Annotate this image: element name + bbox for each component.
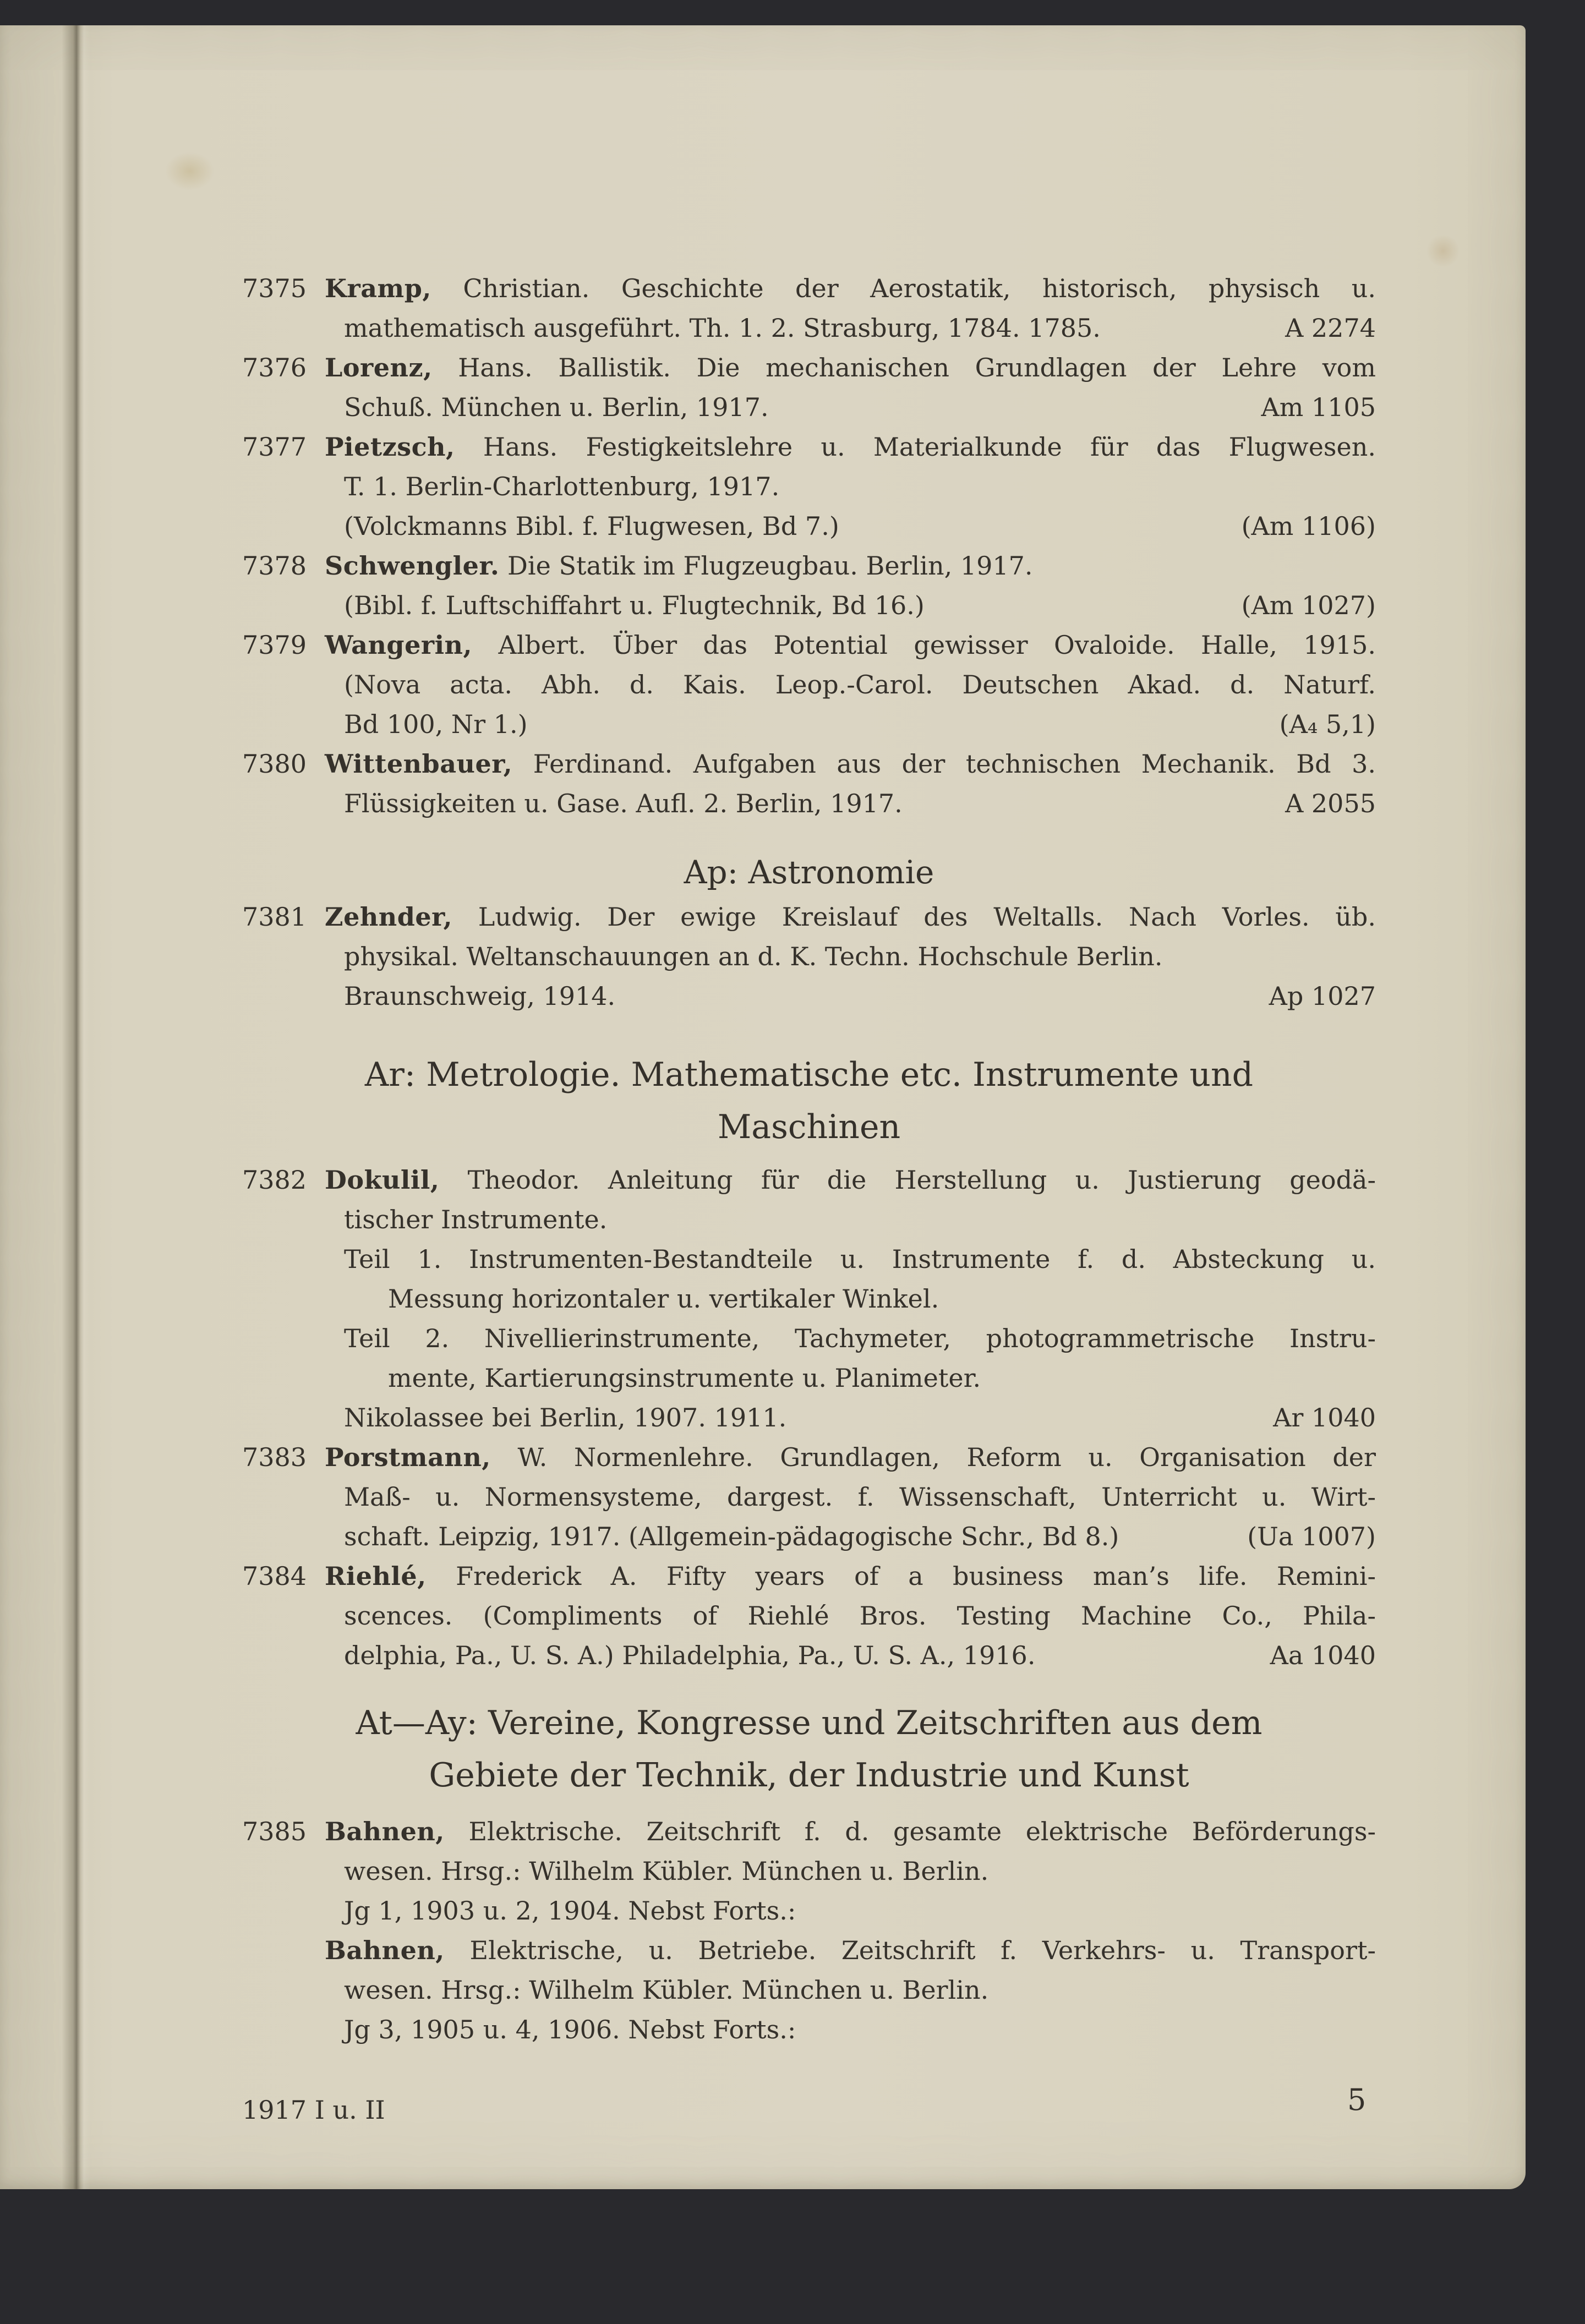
entry-text: Braunschweig, 1914. <box>344 981 616 1011</box>
entry-text: W. Normenlehre. Grundlagen, Reform u. Organisation der <box>490 1442 1376 1472</box>
shelfmark: Ar 1040 <box>1273 1403 1376 1432</box>
shelfmark: Ap 1027 <box>1269 981 1376 1011</box>
entry-line <box>242 1358 1376 1398</box>
catalog-entry <box>242 1160 1376 1437</box>
shelfmark: (Am 1027) <box>1241 590 1376 620</box>
entry-text: mathematisch ausgeführt. Th. 1. 2. Strasburg, 1784. 1785. <box>344 313 1101 343</box>
author-name: Wittenbauer, <box>325 749 513 779</box>
entry-text: Frederick A. Fifty years of a business man’s life. Remini- <box>426 1561 1376 1591</box>
entry-text: T. 1. Berlin-Charlottenburg, 1917. <box>344 472 780 501</box>
entry-number: 7376 <box>242 353 307 382</box>
catalog-entry <box>242 1812 1376 2049</box>
entry-text: tischer Instrumente. <box>344 1205 608 1234</box>
entry-line <box>242 506 1376 546</box>
catalog-entry <box>242 427 1376 546</box>
entry-line <box>242 1319 1376 1358</box>
entry-text: Teil 2. Nivellierinstrumente, Tachymeter, photogrammetrische Instru- <box>344 1324 1376 1353</box>
entry-line <box>242 1891 1376 1931</box>
entry-text: Messung horizontaler u. vertikaler Winkel. <box>388 1284 939 1314</box>
catalog-entry <box>242 625 1376 744</box>
entry-line <box>242 1279 1376 1319</box>
stacked-sheet-edges <box>297 18 1487 25</box>
entry-text: Hans. Ballistik. Die mechanischen Grundlagen der Lehre vom <box>432 353 1376 382</box>
shelfmark: (A₄ 5,1) <box>1279 709 1376 739</box>
entry-line <box>242 348 1376 387</box>
entry-number: 7381 <box>242 902 307 932</box>
entry-text: Theodor. Anleitung für die Herstellung u. Justierung geodä- <box>439 1165 1376 1195</box>
entry-number: 7377 <box>242 432 307 462</box>
entry-line <box>242 2010 1376 2049</box>
entry-line <box>242 665 1376 704</box>
entry-text: (Bibl. f. Luftschiffahrt u. Flugtechnik, Bd 16.) <box>344 590 925 620</box>
catalog-entry <box>242 269 1376 348</box>
entry-text: Ludwig. Der ewige Kreislauf des Weltalls. Nach Vorles. üb. <box>452 902 1376 932</box>
entry-text: mente, Kartierungsinstrumente u. Planimeter. <box>388 1363 981 1393</box>
entry-line <box>242 1477 1376 1517</box>
catalog-entry <box>242 1437 1376 1556</box>
entry-line <box>242 586 1376 625</box>
entry-line <box>242 387 1376 427</box>
shelfmark: A 2274 <box>1285 313 1376 343</box>
author-name: Wangerin, <box>325 630 473 660</box>
entry-text: Albert. Über das Potential gewisser Ovaloide. Halle, 1915. <box>472 630 1376 660</box>
entry-line <box>242 1556 1376 1596</box>
entry-text: (Nova acta. Abh. d. Kais. Leop.-Carol. Deutschen Akad. d. Naturf. <box>344 670 1376 699</box>
paper-stain <box>1426 234 1460 267</box>
entry-line <box>242 308 1376 348</box>
entry-text: Die Statik im Flugzeugbau. Berlin, 1917. <box>499 551 1033 581</box>
section-heading-at-line1: At—Ay: Vereine, Kongresse und Zeitschriften aus dem <box>356 1704 1262 1742</box>
entry-text: delphia, Pa., U. S. A.) Philadelphia, Pa., U. S. A., 1916. <box>344 1641 1036 1670</box>
entry-line <box>242 1437 1376 1477</box>
entry-line <box>242 625 1376 665</box>
entry-line <box>242 1200 1376 1239</box>
author-name: Porstmann, <box>325 1442 491 1472</box>
shelfmark: (Ua 1007) <box>1247 1522 1376 1551</box>
shelfmark: (Am 1106) <box>1241 511 1376 541</box>
entry-line <box>242 1517 1376 1556</box>
entry-line <box>242 1931 1376 1970</box>
entry-text: Jg 1, 1903 u. 2, 1904. Nebst Forts.: <box>344 1896 796 1926</box>
entry-line <box>242 1239 1376 1279</box>
author-name: Dokulil, <box>325 1165 440 1195</box>
section-heading-ap: Ap: Astronomie <box>684 854 934 891</box>
entry-text: schaft. Leipzig, 1917. (Allgemein-pädagogische Schr., Bd 8.) <box>344 1522 1119 1551</box>
entry-number: 7380 <box>242 749 307 779</box>
entry-text: Elektrische. Zeitschrift f. d. gesamte elektrische Beförderungs- <box>444 1817 1376 1846</box>
entry-text: Flüssigkeiten u. Gase. Aufl. 2. Berlin, 1917. <box>344 789 903 818</box>
entry-text: Teil 1. Instrumenten-Bestandteile u. Instrumente f. d. Absteckung u. <box>344 1244 1376 1274</box>
catalog-entry <box>242 897 1376 1016</box>
entry-line <box>242 1596 1376 1636</box>
author-name: Lorenz, <box>325 353 433 382</box>
catalog-entry <box>242 546 1376 625</box>
shelfmark: Aa 1040 <box>1270 1641 1376 1670</box>
entry-text: Bd 100, Nr 1.) <box>344 709 528 739</box>
entry-text: (Volckmanns Bibl. f. Flugwesen, Bd 7.) <box>344 511 839 541</box>
entry-text: scences. (Compliments of Riehlé Bros. Testing Machine Co., Phila- <box>344 1601 1376 1631</box>
author-name: Zehnder, <box>325 902 453 932</box>
author-name: Pietzsch, <box>325 432 455 462</box>
catalog-text-column <box>242 269 1376 2049</box>
entry-text: Christian. Geschichte der Aerostatik, historisch, physisch u. <box>431 274 1376 303</box>
catalog-entry <box>242 1556 1376 1675</box>
entry-text: Maß- u. Normensysteme, dargest. f. Wissenschaft, Unterricht u. Wirt- <box>344 1482 1376 1512</box>
entry-line <box>242 427 1376 467</box>
entry-number: 7385 <box>242 1817 307 1846</box>
entry-text: physikal. Weltanschauungen an d. K. Techn. Hochschule Berlin. <box>344 942 1163 971</box>
section-heading-ar-line1: Ar: Metrologie. Mathematische etc. Instrumente und <box>364 1056 1254 1094</box>
entry-number: 7384 <box>242 1561 307 1591</box>
entry-text: Jg 3, 1905 u. 4, 1906. Nebst Forts.: <box>344 2015 796 2044</box>
entry-line <box>242 1398 1376 1437</box>
author-name: Riehlé, <box>325 1561 427 1591</box>
book-gutter-crease <box>62 25 90 2189</box>
entry-number: 7383 <box>242 1442 307 1472</box>
entry-text: wesen. Hrsg.: Wilhelm Kübler. München u. Berlin. <box>344 1856 989 1886</box>
page-number: 5 <box>1347 2082 1367 2117</box>
catalog-entry <box>242 348 1376 427</box>
author-name: Bahnen, <box>325 1935 445 1965</box>
entry-line <box>242 1160 1376 1200</box>
entry-line <box>242 744 1376 784</box>
entry-line <box>242 976 1376 1016</box>
footer-edition-note: 1917 I u. II <box>242 2095 385 2125</box>
entry-number: 7379 <box>242 630 307 660</box>
entry-line <box>242 1970 1376 2010</box>
entry-line <box>242 937 1376 976</box>
author-name: Bahnen, <box>325 1817 445 1846</box>
entry-number: 7382 <box>242 1165 307 1195</box>
entry-text: Hans. Festigkeitslehre u. Materialkunde für das Flugwesen. <box>455 432 1376 462</box>
catalog-entry <box>242 744 1376 823</box>
shelfmark: A 2055 <box>1285 789 1376 818</box>
section-heading-ar-line2: Maschinen <box>717 1108 901 1146</box>
entry-line <box>242 269 1376 308</box>
author-name: Kramp, <box>325 274 431 303</box>
entry-line <box>242 1636 1376 1675</box>
entry-line <box>242 1851 1376 1891</box>
paper-stain <box>165 152 215 190</box>
shelfmark: Am 1105 <box>1261 392 1376 422</box>
entry-text: Nikolassee bei Berlin, 1907. 1911. <box>344 1403 787 1432</box>
entry-line <box>242 467 1376 506</box>
entry-text: Elektrische, u. Betriebe. Zeitschrift f. Verkehrs- u. Transport- <box>444 1935 1376 1965</box>
entry-number: 7375 <box>242 274 307 303</box>
entry-line <box>242 784 1376 823</box>
entry-text: Schuß. München u. Berlin, 1917. <box>344 392 769 422</box>
entry-line <box>242 704 1376 744</box>
section-heading-at-line2: Gebiete der Technik, der Industrie und Kunst <box>429 1756 1189 1795</box>
author-name: Schwengler. <box>325 551 500 581</box>
entry-text: wesen. Hrsg.: Wilhelm Kübler. München u. Berlin. <box>344 1975 989 2005</box>
entry-line <box>242 1812 1376 1851</box>
entry-line <box>242 546 1376 586</box>
entry-number: 7378 <box>242 551 307 581</box>
entry-line <box>242 897 1376 937</box>
entry-text: Ferdinand. Aufgaben aus der technischen Mechanik. Bd 3. <box>512 749 1376 779</box>
